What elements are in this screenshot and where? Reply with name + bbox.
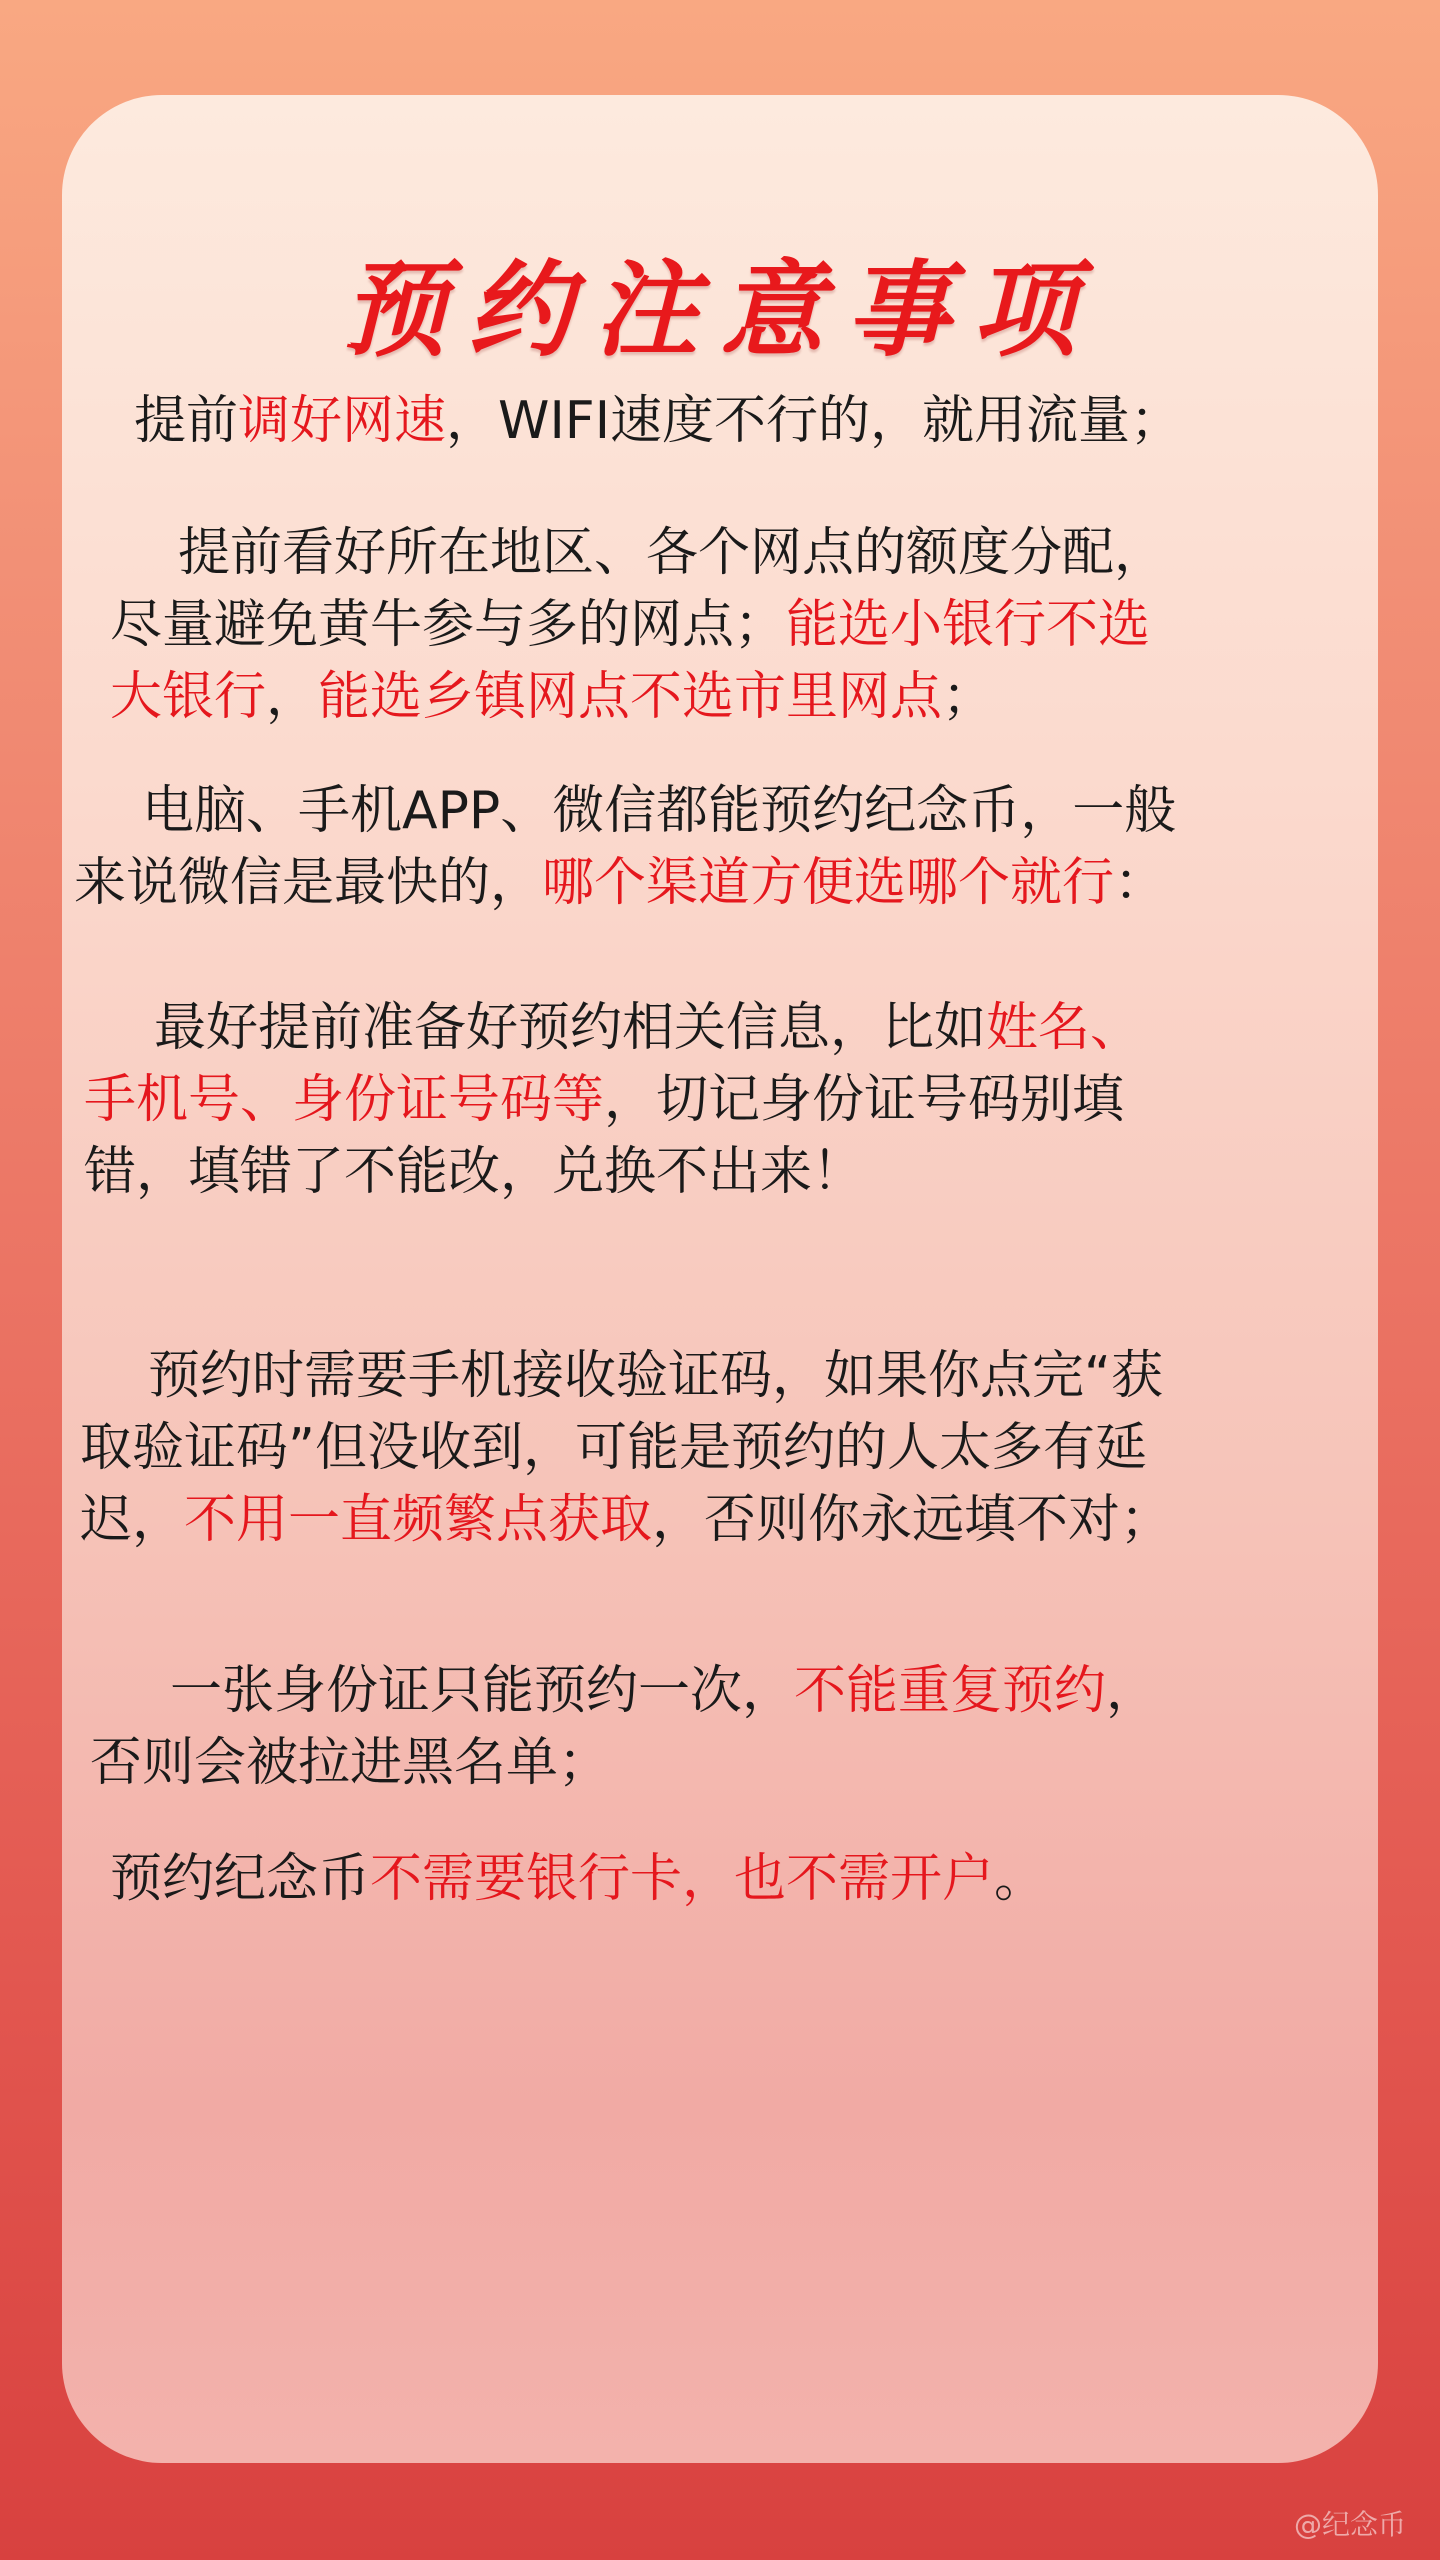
body-text: 来说微信是最快的， [74,853,543,913]
tip-line [80,1484,1172,1556]
body-text: 预约时需要手机接收验证码，如果你点完“获 [148,1346,1163,1406]
body-text: ， [1106,1661,1159,1721]
body-text: ； [942,667,995,727]
tip-network-speed [134,385,1182,457]
tip-no-bank-card [110,1843,1046,1915]
body-text: 否则会被拉进黑名单； [90,1733,611,1793]
body-text: 电脑、手机APP、微信都能预约纪念币，一般 [142,781,1177,841]
highlighted-text: 大银行 [110,667,267,727]
highlighted-text: 能选小银行不选 [786,595,1151,655]
body-text: ，WIFI速度不行的，就用流量； [446,391,1183,451]
body-text: 迟， [80,1490,185,1550]
highlighted-text: 不能重复预约 [794,1661,1107,1721]
body-text: ： [1114,853,1167,913]
highlighted-text: 不用一直频繁点获取 [184,1490,653,1550]
tip-line [110,589,1166,661]
body-text: 尽量避免黄牛参与多的网点； [110,595,787,655]
highlighted-text: 调好网速 [238,391,447,451]
body-text: ， [266,667,319,727]
body-text: 提前看好所在地区、各个网点的额度分配， [178,523,1167,583]
body-text: 提前 [134,391,239,451]
tip-line [90,1655,1158,1727]
tip-line [84,992,1142,1064]
highlighted-text: 手机号、身份证号码等 [84,1070,605,1130]
tip-line [110,517,1166,589]
tip-line [110,661,1166,733]
tip-line [74,775,1176,847]
tip-line [110,1843,1046,1915]
body-text: 。 [994,1849,1047,1909]
tip-line [84,1064,1142,1136]
tip-line [90,1727,1158,1799]
body-text: ，否则你永远填不对； [652,1490,1173,1550]
notice-card [62,95,1378,2463]
highlighted-text: 哪个渠道方便选哪个就行 [542,853,1115,913]
tip-booking-channels [74,775,1176,919]
tip-line [80,1412,1172,1484]
body-text: 错，填错了不能改，兑换不出来！ [84,1142,865,1202]
page-title: 预约注意事项 [341,248,1098,371]
body-text: 一张身份证只能预约一次， [170,1661,795,1721]
tip-line [84,1136,1142,1208]
body-text: 最好提前准备好预约相关信息，比如 [154,998,987,1058]
watermark: @纪念币 [1293,2508,1406,2541]
body-text: 取验证码”但没收到，可能是预约的人太多有延 [80,1418,1147,1478]
highlighted-text: 不需要银行卡，也不需开户 [370,1849,995,1909]
tip-line [74,847,1176,919]
body-text: 预约纪念币 [110,1849,371,1909]
highlighted-text: 姓名、 [986,998,1143,1058]
body-text: ，切记身份证号码别填 [604,1070,1125,1130]
tip-branch-quota [110,517,1166,733]
tip-one-id-once [90,1655,1158,1799]
tip-line [134,385,1182,457]
highlighted-text: 能选乡镇网点不选市里网点 [318,667,943,727]
tip-verification-code [80,1340,1172,1556]
tip-line [80,1340,1172,1412]
tip-prepare-info [84,992,1142,1208]
